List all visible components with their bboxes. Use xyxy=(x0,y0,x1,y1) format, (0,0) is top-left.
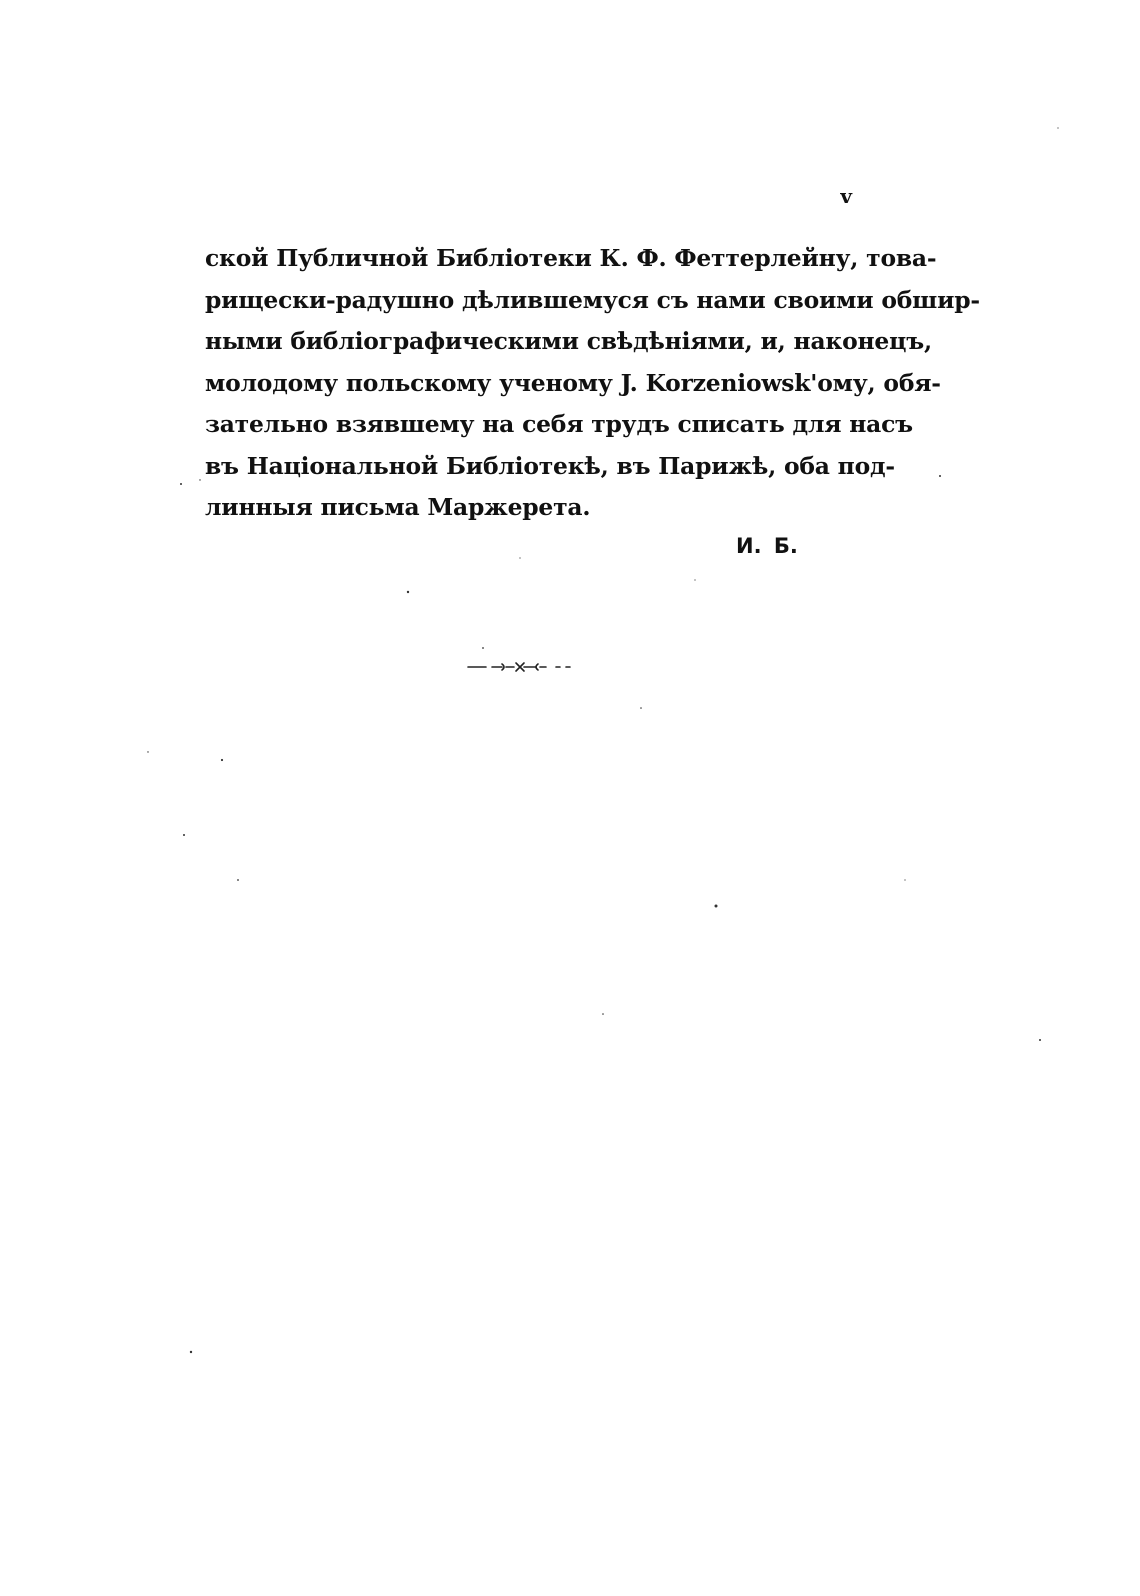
text-line-5: зательно взявшему на себя трудъ списать для насъ xyxy=(205,410,913,438)
text-line-1: ской Публичной Библіотеки К. Ф. Феттерлейну, това- xyxy=(205,244,937,272)
body-paragraph xyxy=(205,238,980,529)
fleuron-divider-icon xyxy=(462,660,582,674)
signature-initials: И. Б. xyxy=(736,534,798,558)
text-line-3: ными библіографическими свѣдѣніями, и, наконецъ, xyxy=(205,327,932,355)
text-line-6: въ Національной Библіотекѣ, въ Парижѣ, оба под- xyxy=(205,451,895,480)
text-line-2: рищески-радушно дѣлившемуся съ нами своими обшир- xyxy=(205,285,980,314)
text-line-7: линныя письма Маржерета. xyxy=(205,493,591,521)
page-number: v xyxy=(840,184,852,208)
text-line-4: молодому польскому ученому J. Korzeniowsk'ому, обя- xyxy=(205,368,941,397)
